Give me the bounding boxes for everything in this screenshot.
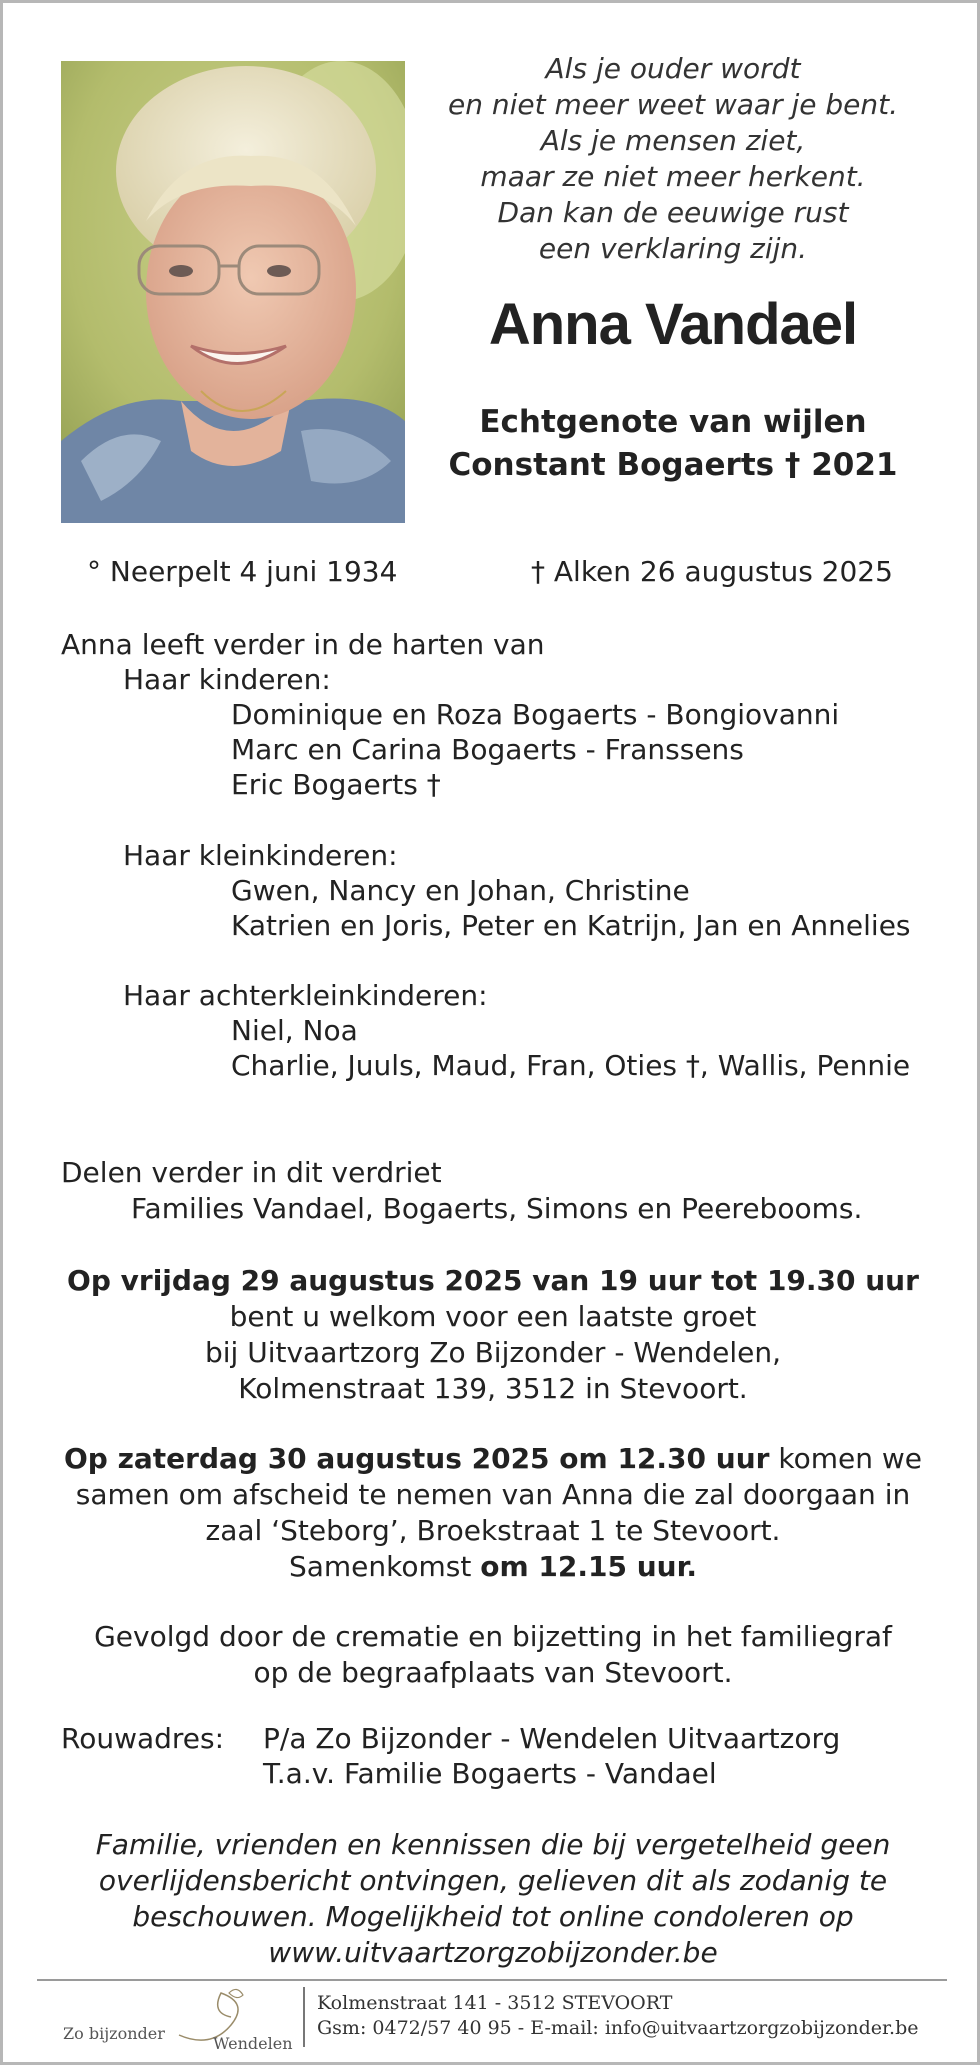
deceased-name: Anna Vandael: [488, 292, 858, 357]
notice-line: beschouwen. Mogelijkheid tot online condoleren op: [132, 1900, 854, 1933]
notice-line: Familie, vrienden en kennissen die bij vergetelheid geen: [95, 1828, 891, 1861]
spouse-line: Constant Bogaerts † 2021: [448, 447, 898, 483]
address-line: P/a Zo Bijzonder - Wendelen Uitvaartzorg: [263, 1722, 841, 1755]
ceremony-line: [43, 1441, 943, 1477]
logo-divider: [303, 1987, 305, 2047]
ceremony-date: Op zaterdag 30 augustus 2025 om 12.30 uur: [64, 1442, 770, 1475]
ceremony-block: [43, 1441, 943, 1585]
viewing-date: Op vrijdag 29 augustus 2025 van 19 uur tot 19.30 uur: [67, 1264, 919, 1297]
poem-line: maar ze niet meer herkent.: [480, 160, 866, 193]
cremation-line: op de begraafplaats van Stevoort.: [253, 1656, 733, 1689]
child-entry: Marc en Carina Bogaerts - Franssens: [231, 733, 744, 766]
poem-line: Als je ouder wordt: [545, 52, 801, 85]
ceremony-line: samen om afscheid te nemen van Anna die zal doorgaan in: [75, 1478, 911, 1511]
ceremony-text: komen we: [769, 1442, 922, 1475]
death-date: † Alken 26 augustus 2025: [531, 555, 893, 588]
gathering-time: om 12.15 uur.: [480, 1550, 698, 1583]
logo-text-right: Wendelen: [213, 2034, 293, 2053]
condolence-url[interactable]: www.uitvaartzorgzobijzonder.be: [268, 1936, 718, 1969]
portrait-photo: [61, 61, 405, 523]
grandchild-entry: Gwen, Nancy en Johan, Christine: [231, 874, 690, 907]
greatgrandchildren-heading: Haar achterkleinkinderen:: [123, 979, 488, 1012]
ceremony-line: zaal ‘Steborg’, Broekstraat 1 te Stevoort.: [205, 1514, 781, 1547]
greatgrandchild-entry: Niel, Noa: [231, 1014, 358, 1047]
birth-date: ° Neerpelt 4 juni 1934: [87, 555, 398, 588]
contact-phone-email: Gsm: 0472/57 40 95 - E-mail: info@uitvaartzorgzobijzonder.be: [317, 2017, 919, 2039]
footer-divider: [37, 1979, 947, 1981]
address-label: Rouwadres:: [61, 1722, 225, 1755]
viewing-line: Kolmenstraat 139, 3512 in Stevoort.: [238, 1372, 748, 1405]
gathering-text: Samenkomst: [288, 1550, 481, 1583]
viewing-line: bij Uitvaartzorg Zo Bijzonder - Wendelen,: [204, 1336, 782, 1369]
family-intro: Anna leeft verder in de harten van: [61, 628, 545, 661]
grandchildren-heading: Haar kleinkinderen:: [123, 839, 398, 872]
cremation-block: [43, 1619, 943, 1691]
spouse-line: Echtgenote van wijlen: [479, 404, 867, 440]
viewing-line: bent u welkom voor een laatste groet: [229, 1300, 757, 1333]
notice-line: overlijdensbericht ontvingen, gelieven dit als zodanig te: [98, 1864, 888, 1897]
greatgrandchild-entry: Charlie, Juuls, Maud, Fran, Oties †, Wallis, Pennie: [231, 1049, 911, 1082]
contact-address: Kolmenstraat 141 - 3512 STEVOORT: [317, 1992, 673, 2014]
others-intro: Delen verder in dit verdriet: [61, 1156, 442, 1189]
poem: [433, 51, 913, 267]
cremation-line: Gevolgd door de crematie en bijzetting in het familiegraf: [94, 1620, 892, 1653]
child-entry: Dominique en Roza Bogaerts - Bongiovanni: [231, 698, 840, 731]
funeral-home-logo: [61, 1983, 301, 2053]
viewing-block: [43, 1263, 943, 1407]
address-line: T.a.v. Familie Bogaerts - Vandael: [263, 1757, 717, 1790]
poem-line: Dan kan de eeuwige rust: [497, 196, 849, 229]
spouse-info: [433, 401, 913, 487]
poem-line: een verklaring zijn.: [538, 232, 808, 265]
contact-info: [317, 1991, 918, 2041]
children-heading: Haar kinderen:: [123, 663, 331, 696]
grandchild-entry: Katrien en Joris, Peter en Katrijn, Jan en Annelies: [231, 909, 911, 942]
logo-text-left: Zo bijzonder: [63, 2024, 165, 2043]
gathering-line: [43, 1549, 943, 1585]
child-entry: Eric Bogaerts †: [231, 768, 441, 801]
poem-line: Als je mensen ziet,: [540, 124, 806, 157]
notice-block: [43, 1827, 943, 1971]
poem-line: en niet meer weet waar je bent.: [447, 88, 899, 121]
others-families: Families Vandael, Bogaerts, Simons en Peerebooms.: [131, 1192, 863, 1225]
